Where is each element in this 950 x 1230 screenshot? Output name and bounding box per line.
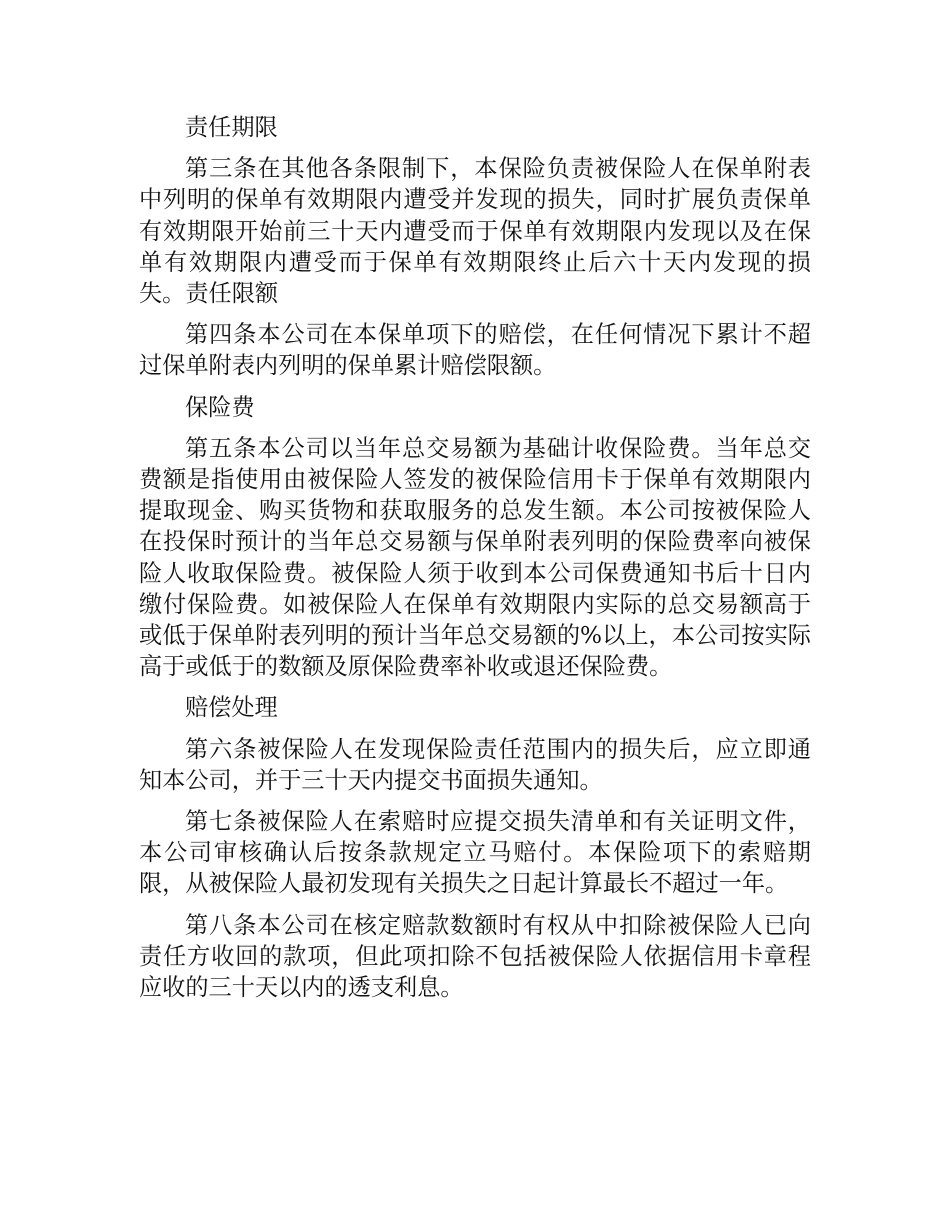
article-5-paragraph: 第五条本公司以当年总交易额为基础计收保险费。当年总交费额是指使用由被保险人签发的被保险信用卡于保单有效期限内提取现金、购买货物和获取服务的总发生额。本公司按被保险人在投保时预计的当年总交易额与保单附表列明的保险费率向被保险人收取保险费。被保险人须于收到本公司保费通知书后十日内缴付保险费。如被保险人在保单有效期限内实际的总交易额高于或低于保单附表列明的预计当年总交易额的%以上，本公司按实际高于或低于的数额及原保险费率补收或退还保险费。 (139, 434, 811, 681)
section-heading-liability-period: 责任期限 (185, 114, 278, 141)
section-heading-premium: 保险费 (185, 393, 255, 421)
article-4-paragraph: 第四条本公司在本保单项下的赔偿，在任何情况下累计不超过保单附表内列明的保单累计赔偿限额。 (139, 321, 811, 380)
article-3-paragraph: 第三条在其他各条限制下，本保险负责被保险人在保单附表中列明的保单有效期限内遭受并发现的损失，同时扩展负责保单有效期限开始前三十天内遭受而于保单有效期限内发现以及在保单有效期限内遭受而于保单有效期限终止后六十天内发现的损失。责任限额 (139, 155, 811, 308)
section-heading-claims: 赔偿处理 (185, 694, 278, 722)
article-8-paragraph: 第八条本公司在核定赔款数额时有权从中扣除被保险人已向责任方收回的款项，但此项扣除不包括被保险人依据信用卡章程应收的三十天以内的透支利息。 (139, 911, 811, 1002)
article-7-paragraph: 第七条被保险人在索赔时应提交损失清单和有关证明文件，本公司审核确认后按条款规定立马赔付。本保险项下的索赔期限，从被保险人最初发现有关损失之日起计算最长不超过一年。 (139, 808, 811, 898)
article-6-paragraph: 第六条被保险人在发现保险责任范围内的损失后，应立即通知本公司，并于三十天内提交书面损失通知。 (139, 735, 811, 794)
document-page (139, 112, 811, 1013)
